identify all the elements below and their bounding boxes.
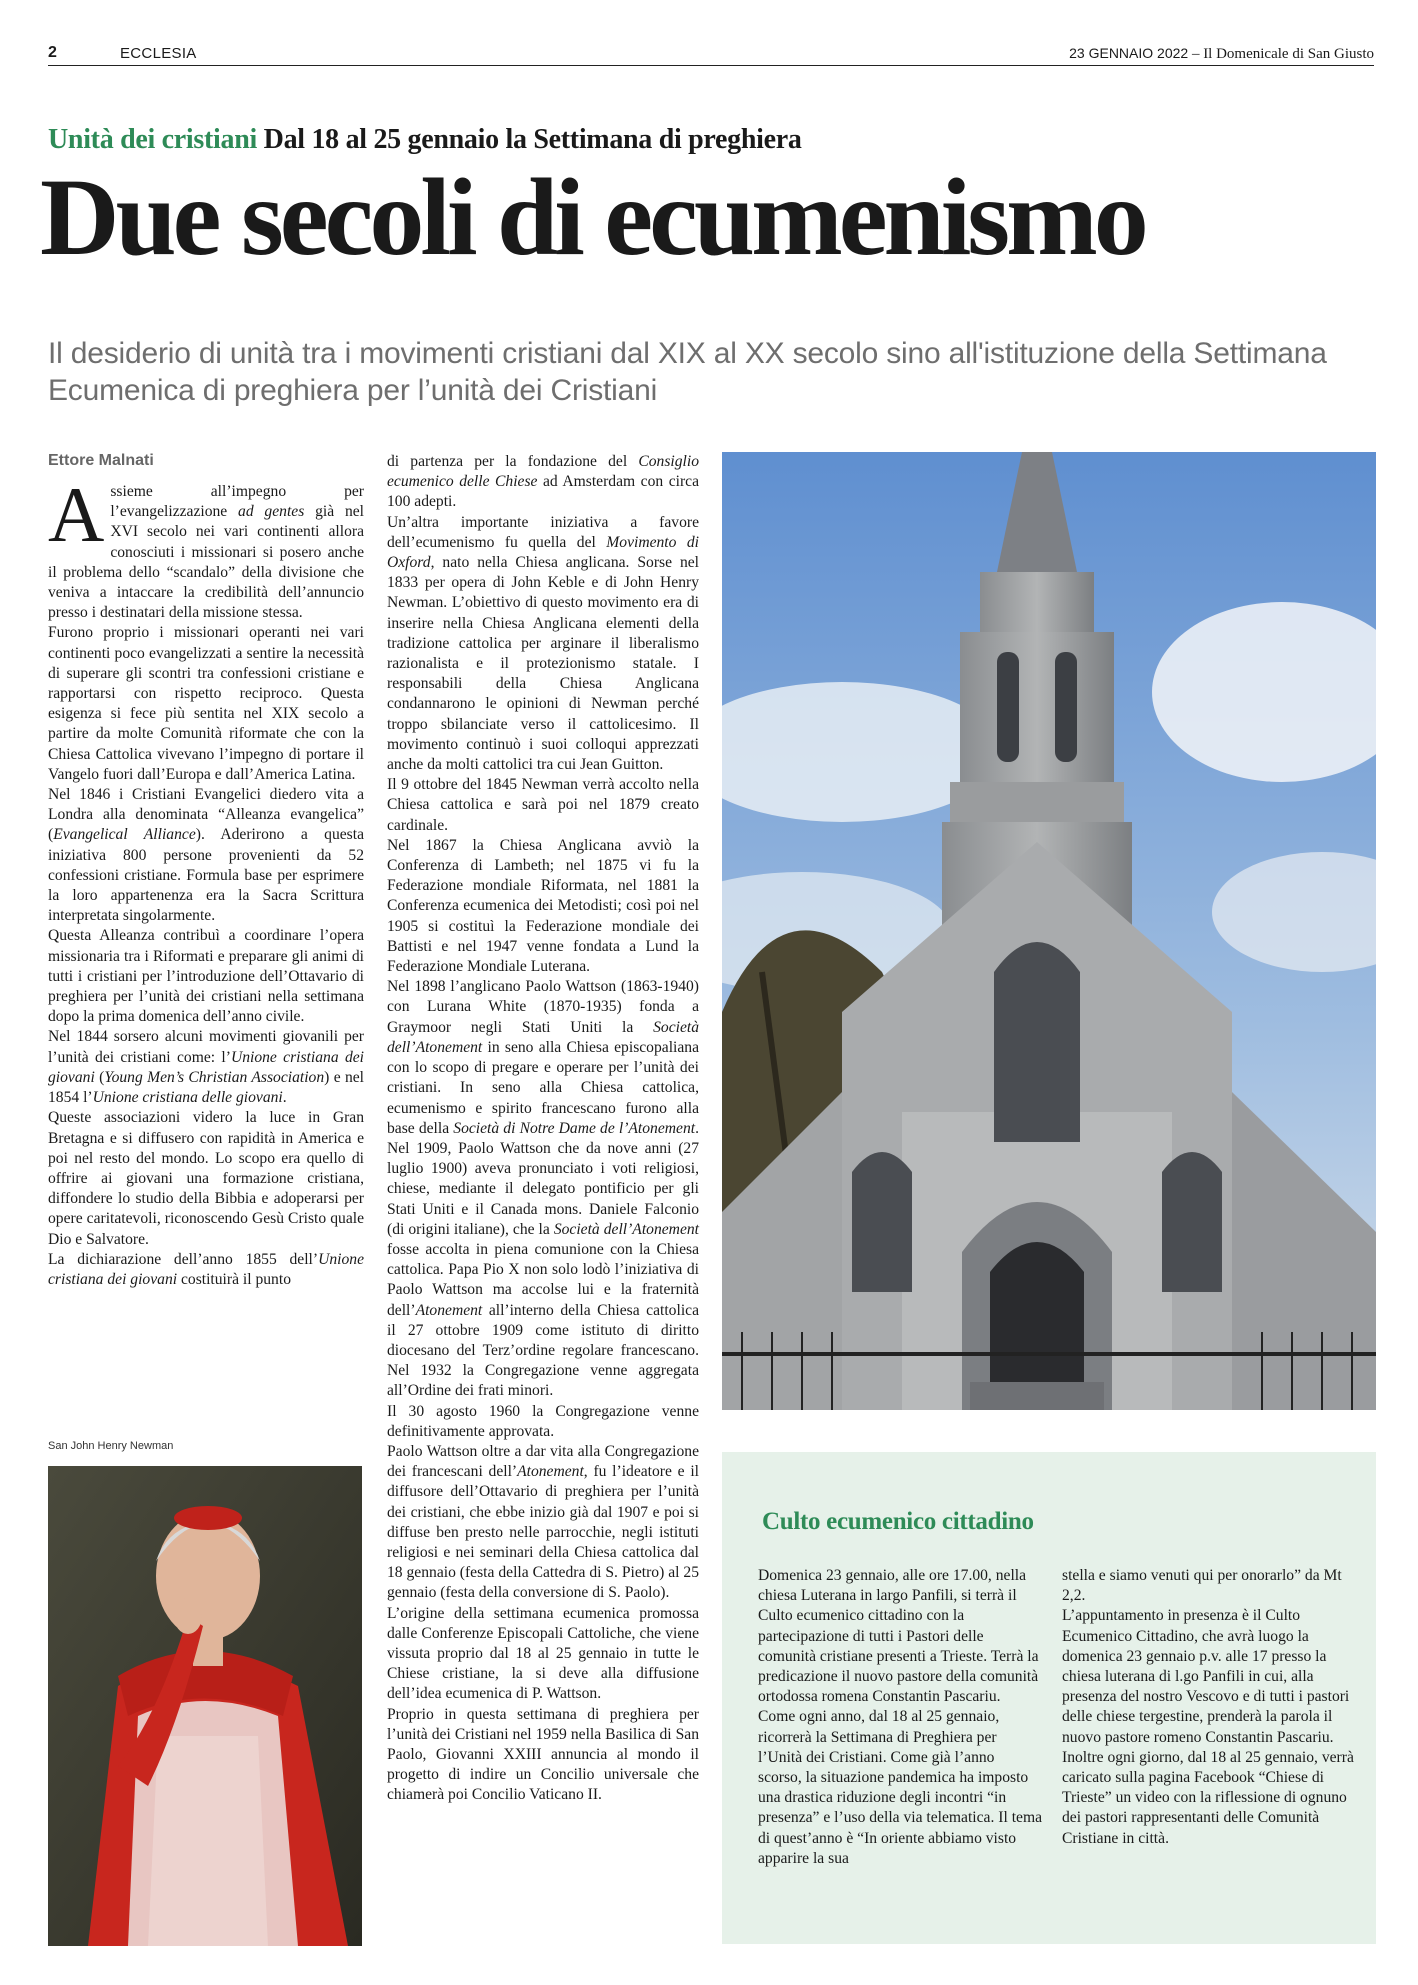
- paragraph: [48, 471, 364, 623]
- text-italic: Consiglio ecumenico delle Chiese: [387, 453, 699, 491]
- paragraph: [387, 452, 699, 513]
- dropcap: A: [48, 471, 105, 558]
- text: già nel XVI secolo nei vari continenti allora conosciuti i missionari si posero anche il problema dello “scandalo” della divisione che veniva a intaccare la credibilità dell’annuncio presso i destinatari della missione stessa.: [48, 503, 364, 622]
- church-illustration: [722, 452, 1376, 1410]
- paragraph: [48, 785, 364, 926]
- kicker: [48, 124, 802, 156]
- text-italic: Atonement: [415, 1301, 483, 1319]
- text: Nel 1846 i Cristiani Evangelici diedero vita a Londra alla denominata “Alleanza evangelica” (: [48, 786, 364, 844]
- paragraph: L’appuntamento in presenza è il Culto Ecumenico Cittadino, che avrà luogo la domenica 23 gennaio p.v. alle 17 presso la chiesa luterana di l.go Panfili in cui, alla presenza del nostro Vescovo e di tutti i pastori delle chiese tergestine, prenderà la parola il nuovo pastore romeno Constantin Pascariu.: [1062, 1607, 1350, 1746]
- paragraph: Proprio in questa settimana di preghiera per l’unità dei Cristiani nel 1959 nella Basilica di San Paolo, Giovanni XXIII annuncia al mondo il progetto di indire un Concilio universale che chiamerà poi Concilio Vaticano II.: [387, 1705, 699, 1804]
- sidebar-column-1: [758, 1566, 1042, 1869]
- newman-portrait-image: [48, 1466, 362, 1946]
- article-column-1: [48, 471, 365, 1290]
- paragraph: Il 30 agosto 1960 la Congregazione venne definitivamente approvata.: [387, 1402, 699, 1440]
- paragraph: [48, 1027, 364, 1108]
- paragraph: stella e siamo venuti qui per onorarlo” da Mt 2,2.: [1062, 1567, 1342, 1605]
- text: ) e nel 1854 l’: [48, 1068, 365, 1107]
- text: ssieme all’impegno per l’evangelizzazione: [110, 483, 364, 521]
- text-italic: Atonement: [517, 1463, 584, 1481]
- publication-name: – Il Domenicale di San Giusto: [1188, 46, 1374, 62]
- text: Nel 1844 sorsero alcuni movimenti giovanili per l’unità dei cristiani come: l’: [48, 1028, 364, 1066]
- sidebar-box: [722, 1452, 1376, 1944]
- sidebar-column-2: [1062, 1566, 1354, 1849]
- page-number: 2: [48, 44, 57, 61]
- running-header: [48, 44, 1374, 66]
- text-italic: Società dell’Atonement: [553, 1220, 699, 1238]
- text: , fu l’ideatore e il diffusore dell’Ottavario di preghiera per l’unità dei cristiani, che ebbe inizio già dal 1907 e poi si diffuse ben presto nelle parrocchie, negli istituti religiosi e nei seminari della Chiesa cattolica dal 18 gennaio (festa della Cattedra di S. Pietro) al 25 gennaio (festa della conversione di S. Paolo).: [387, 1463, 699, 1602]
- sidebar-title: Culto ecumenico cittadino: [762, 1508, 1034, 1535]
- text-italic: Società di Notre Dame de l’Atonement: [453, 1119, 696, 1137]
- paragraph: [387, 1442, 699, 1604]
- church-photo: [722, 452, 1376, 1410]
- text: di partenza per la fondazione del: [387, 453, 639, 470]
- paragraph: Il 9 ottobre del 1845 Newman verrà accolto nella Chiesa cattolica e sarà poi nel 1879 creato cardinale.: [387, 776, 699, 834]
- paragraph: Inoltre ogni giorno, dal 18 al 25 gennaio, verrà caricato sulla pagina Facebook “Chiese di Trieste” un video con la riflessione di ognuno dei pastori rappresentanti delle Comunità Cristiane in città.: [1062, 1748, 1354, 1847]
- text: Un’altra importante iniziativa a favore dell’ecumenismo fu quella del: [387, 513, 699, 551]
- text-italic: Unione cristiana delle giovani: [92, 1089, 283, 1107]
- text-italic: Società dell’Atonement: [387, 1018, 699, 1056]
- text-italic: Evangelical Alliance: [53, 826, 196, 844]
- issue-info: [1069, 45, 1374, 63]
- text-italic: Movimento di Oxford: [387, 533, 699, 572]
- text: La dichiarazione dell’anno 1855 dell’: [48, 1250, 319, 1268]
- kicker-tag: Unità dei cristiani: [48, 124, 257, 155]
- text: in seno alla Chiesa episcopaliana con lo scopo di pregare e operare per l’unità dei cristiani. In seno alla Chiesa cattolica, ecumenismo e spirito francescano furono alla base della: [387, 1038, 699, 1137]
- text: Nel 1898 l’anglicano Paolo Wattson (1863-1940) con Lurana White (1870-1935) fonda a Graymoor negli Stati Uniti la: [387, 978, 699, 1036]
- text: , nato nella Chiesa anglicana. Sorse nel 1833 per opera di John Keble e di John Henry Newman. L’obiettivo di questo movimento era di inserire nella Chiesa Anglicana elementi della tradizione cattolica per arginare il liberalismo razionalista e il protezionismo statale. I responsabili della Chiesa Anglicana condannarono le opinioni di Newman perché troppo sbilanciate verso il cattolicesimo. Il movimento continuò i suoi colloqui apprezzati anche da molti cattolici tra cui Jean Guitton.: [387, 554, 699, 774]
- text: fosse accolta in piena comunione con la Chiesa cattolica. Papa Pio X non solo lodò l’iniziativa di Paolo Wattson ma accolse lui e la fraternità dell’: [387, 1240, 699, 1319]
- paragraph: Queste associazioni videro la luce in Gran Bretagna e si diffusero con rapidità in America e poi nel resto del mondo. Lo scopo era quello di offrire ai giovani una formazione cristiana, diffondere lo studio della Bibbia e adoperarsi per opere caritatevoli, riconoscendo Gesù Cristo quale Dio e Salvatore.: [48, 1109, 364, 1248]
- text: costituirà il punto: [177, 1270, 291, 1288]
- paragraph: [387, 977, 699, 1401]
- byline: Ettore Malnati: [48, 452, 154, 469]
- paragraph: Nel 1867 la Chiesa Anglicana avviò la Conferenza di Lambeth; nel 1875 vi fu la Federazione mondiale Riformata, nel 1881 la Conferenza ecumenica dei Metodisti; così poi nel 1905 si costituì la Federazione mondiale dei Battisti e nel 1947 venne fondata a Lund la Federazione Mondiale Luterana.: [387, 836, 699, 976]
- paragraph: Come ogni anno, dal 18 al 25 gennaio, ricorrerà la Settimana di Preghiera per l’Unità dei Cristiani. Come già l’anno scorso, la situazione pandemica ha imposto una drastica riduzione degli incontri “in presenza” e l’uso della via telematica. Il tema di quest’anno è “In oriente abbiamo visto apparire la sua: [758, 1708, 1043, 1867]
- text: all’interno della Chiesa cattolica il 27 ottobre 1909 come istituto di diritto diocesano del Terz’ordine regolare francescano. Nel 1932 la Congregazione venne aggregata all’Ordine dei frati minori.: [387, 1301, 699, 1400]
- text: Paolo Wattson oltre a dar vita alla Congregazione dei francescani dell’: [387, 1442, 699, 1481]
- paragraph: L’origine della settimana ecumenica promossa dalle Conferenze Episcopali Cattoliche, che viene vissuta proprio dal 18 al 25 gennaio in tutte le Chiese cristiane, la si deve alla diffusione dell’idea ecumenica di P. Wattson.: [387, 1604, 699, 1703]
- paragraph: [48, 1250, 364, 1290]
- paragraph: [387, 513, 699, 776]
- text: .: [282, 1089, 287, 1107]
- text: ). Aderirono a questa iniziativa 800 persone provenienti da 52 confessioni cristiane. Formula base per esprimere la loro appartenenza era la Sacra Scrittura interpretata singolarmente.: [48, 826, 364, 925]
- article-column-2: [387, 452, 699, 1806]
- kicker-text: Dal 18 al 25 gennaio la Settimana di preghiera: [256, 124, 802, 155]
- text: . Nel 1909, Paolo Wattson che da nove anni (27 luglio 1900) aveva pronunciato i voti religiosi, chiese, mediante il delegato pontificio per gli Stati Uniti e il Canada mons. Daniele Falconio (di origini italiane), che la: [387, 1119, 699, 1238]
- text-italic: ad gentes: [238, 503, 305, 521]
- newman-portrait-illustration: [48, 1466, 362, 1946]
- photo-caption: San John Henry Newman: [48, 1440, 174, 1452]
- text-italic: Unione cristiana dei giovani: [48, 1250, 364, 1288]
- text-italic: Unione cristiana dei giovani: [48, 1048, 364, 1086]
- deck-subtitle: Il desiderio di unità tra i movimenti cristiani dal XIX al XX secolo sino all'istituzione della Settimana Ecumenica di preghiera per l’unità dei Cristiani: [48, 337, 1327, 407]
- text-italic: Young Men’s Christian Association: [104, 1068, 325, 1086]
- issue-date: 23 GENNAIO 2022: [1069, 45, 1189, 61]
- headline: Due secoli di ecumenismo: [40, 156, 1145, 278]
- section-name: ECCLESIA: [120, 45, 197, 62]
- paragraph: Furono proprio i missionari operanti nei vari continenti poco evangelizzati a sentire la necessità di superare gli scontri tra confessioni cristiane e rapportarsi con rispetto reciproco. Questa esigenza si fece più sentita nel XIX secolo a partire da molte Comunità riformate che con la Chiesa Cattolica vivevano l’impegno di portare il Vangelo fuori dall’Europa e dall’America Latina.: [48, 624, 364, 783]
- text: (: [94, 1068, 105, 1086]
- paragraph: Domenica 23 gennaio, alle ore 17.00, nella chiesa Luterana in largo Panfili, si terrà il Culto ecumenico cittadino con la partecipazione di tutti i Pastori delle comunità cristiane presenti a Trieste. Terrà la predicazione il nuovo pastore della comunità ortodossa romena Constantin Pascariu.: [758, 1567, 1039, 1706]
- text: ad Amsterdam con circa 100 adepti.: [387, 473, 699, 511]
- paragraph: Questa Alleanza contribuì a coordinare l’opera missionaria tra i Riformati e preparare gli animi di tutti i cristiani per l’introduzione dell’Ottavario di preghiera per l’unità dei cristiani nella settimana dopo la prima domenica dell’anno civile.: [48, 927, 364, 1026]
